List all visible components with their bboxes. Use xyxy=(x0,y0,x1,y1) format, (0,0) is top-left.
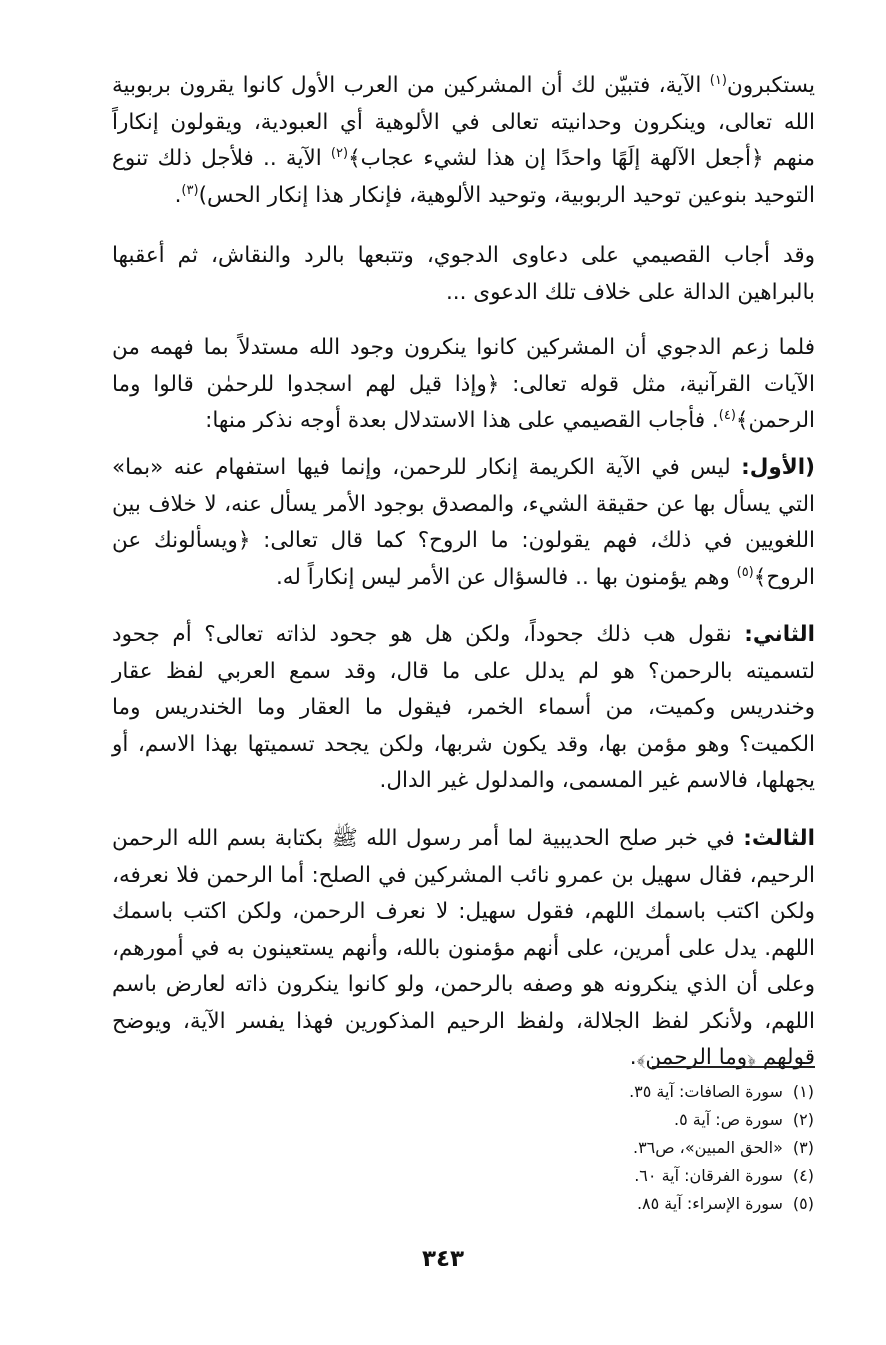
footnote-reference: (٣) xyxy=(181,182,199,198)
paragraph-text: في خبر صلح الحديبية لما أمر رسول الله ﷺ بكتابة بسم الله الرحمن الرحيم، فقال سهيل بن عمرو نائب المشركين في الصلح: أما الرحمن فلا نعرفه، ولكن اكتب باسمك اللهم، فقول سهيل: لا نعرف الرحمن، ولكن اكتب باسمك اللهم. يدل على أمرين، على أنهم مؤمنون بالله، وأنهم يستعينون به في أمورهم، وعلى أن الذي ينكرونه هو وصفه بالرحمن، ولو كانوا ينكرون ذاته لعارض باسم اللهم، ولأنكر لفظ الجلالة، ولفظ الرحيم المذكورين فهذا يفسر الآية، ويوضح قولهم ﴿وما الرحمن﴾. xyxy=(112,826,815,1070)
paragraph-6 xyxy=(112,821,815,1077)
paragraph-text: . فأجاب القصيمي على هذا الاستدلال بعدة أوجه نذكر منها: xyxy=(205,408,719,433)
footnote-text: سورة ص: آية ٥. xyxy=(673,1110,783,1129)
paragraph-lead: الثالث: xyxy=(743,826,815,851)
paragraph-text: ليس في الآية الكريمة إنكار للرحمن، وإنما فيها استفهام عنه «بما» التي يسأل بها عن حقيقة الشيء، والمصدق بوجود الأمر يسأل عنه، لا خلاف بين اللغويين في ذلك، فهم يقولون: ما الروح؟ كما قال تعالى: ﴿ويسألونك عن الروح﴾ xyxy=(112,455,815,590)
paragraph-text: الآية .. فلأجل ذلك تنوع التوحيد بنوعين توحيد الربوبية، وتوحيد الألوهية، فإنكار هذا إنكار الحس) xyxy=(112,146,815,208)
paragraph-2 xyxy=(112,238,815,311)
page-number: ٣٤٣ xyxy=(421,1246,465,1272)
footnote-text: سورة الإسراء: آية ٨٥. xyxy=(636,1194,783,1213)
footnote-number: (٤) xyxy=(792,1166,814,1185)
paragraph-4 xyxy=(112,450,815,596)
paragraph-3 xyxy=(112,330,815,440)
footnote-divider xyxy=(652,1066,815,1068)
footnote-number: (٣) xyxy=(792,1138,814,1157)
paragraph-text: الآية، فتبيّن لك أن المشركين من العرب الأول كانوا يقرون بربوبية الله تعالى، وينكرون وحدانيته تعالى في الألوهية أي العبودية، ويقولون إنكاراً منهم ﴿أجعل الآلهة إلَهًا واحدًا إن هذا لشيء عجاب﴾ xyxy=(112,73,815,171)
footnote-3 xyxy=(633,1134,814,1162)
footnote-reference: (٤) xyxy=(718,407,736,423)
footnote-number: (٢) xyxy=(792,1110,814,1129)
footnote-reference: (٥) xyxy=(736,564,754,580)
footnote-4 xyxy=(634,1162,814,1190)
paragraph-5 xyxy=(112,617,815,800)
paragraph-text: وقد أجاب القصيمي على دعاوى الدجوي، وتتبعها بالرد والنقاش، ثم أعقبها بالبراهين الدالة على خلاف تلك الدعوى ... xyxy=(112,243,815,305)
paragraph-lead: (الأول: xyxy=(741,455,815,480)
paragraph-1 xyxy=(112,68,815,214)
paragraph-lead: الثاني: xyxy=(744,622,815,647)
footnote-1 xyxy=(629,1078,814,1106)
paragraph-text: نقول هب ذلك جحوداً، ولكن هل هو جحود لذاته تعالى؟ أم جحود لتسميته بالرحمن؟ هو لم يدلل على ما قال، وقد سمع العربي لفظ عقار وخندريس وكميت، من أسماء الخمر، فيقول ما العقار وما الخندريس وما الكميت؟ وهو مؤمن بها، وقد يكون شربها، ولكن يجحد تسميتها بهذا الاسم، أو يجهلها، فالاسم غير المسمى، والمدلول غير الدال. xyxy=(112,622,815,793)
footnote-text: «الحق المبين»، ص٣٦. xyxy=(632,1138,783,1157)
footnote-5 xyxy=(637,1190,814,1218)
paragraph-text: وهم يؤمنون بها .. فالسؤال عن الأمر ليس إنكاراً له. xyxy=(275,564,737,590)
paragraph-text: . xyxy=(174,182,182,208)
paragraph-text: فلما زعم الدجوي أن المشركين كانوا ينكرون وجود الله مستدلاً بما فهمه من الآيات القرآنية، مثل قوله تعالى: ﴿وإذا قيل لهم اسجدوا للرحمٰن قالوا وما الرحمن﴾ xyxy=(112,335,815,433)
paragraph-text: يستكبرون xyxy=(726,73,815,98)
footnote-reference: (١) xyxy=(709,72,727,88)
footnote-number: (٥) xyxy=(792,1194,814,1213)
footnote-number: (١) xyxy=(792,1082,814,1101)
footnote-2 xyxy=(674,1106,814,1134)
footnote-reference: (٢) xyxy=(330,145,349,161)
footnote-text: سورة الصافات: آية ٣٥. xyxy=(629,1082,783,1101)
footnote-text: سورة الفرقان: آية ٦٠. xyxy=(634,1166,783,1185)
